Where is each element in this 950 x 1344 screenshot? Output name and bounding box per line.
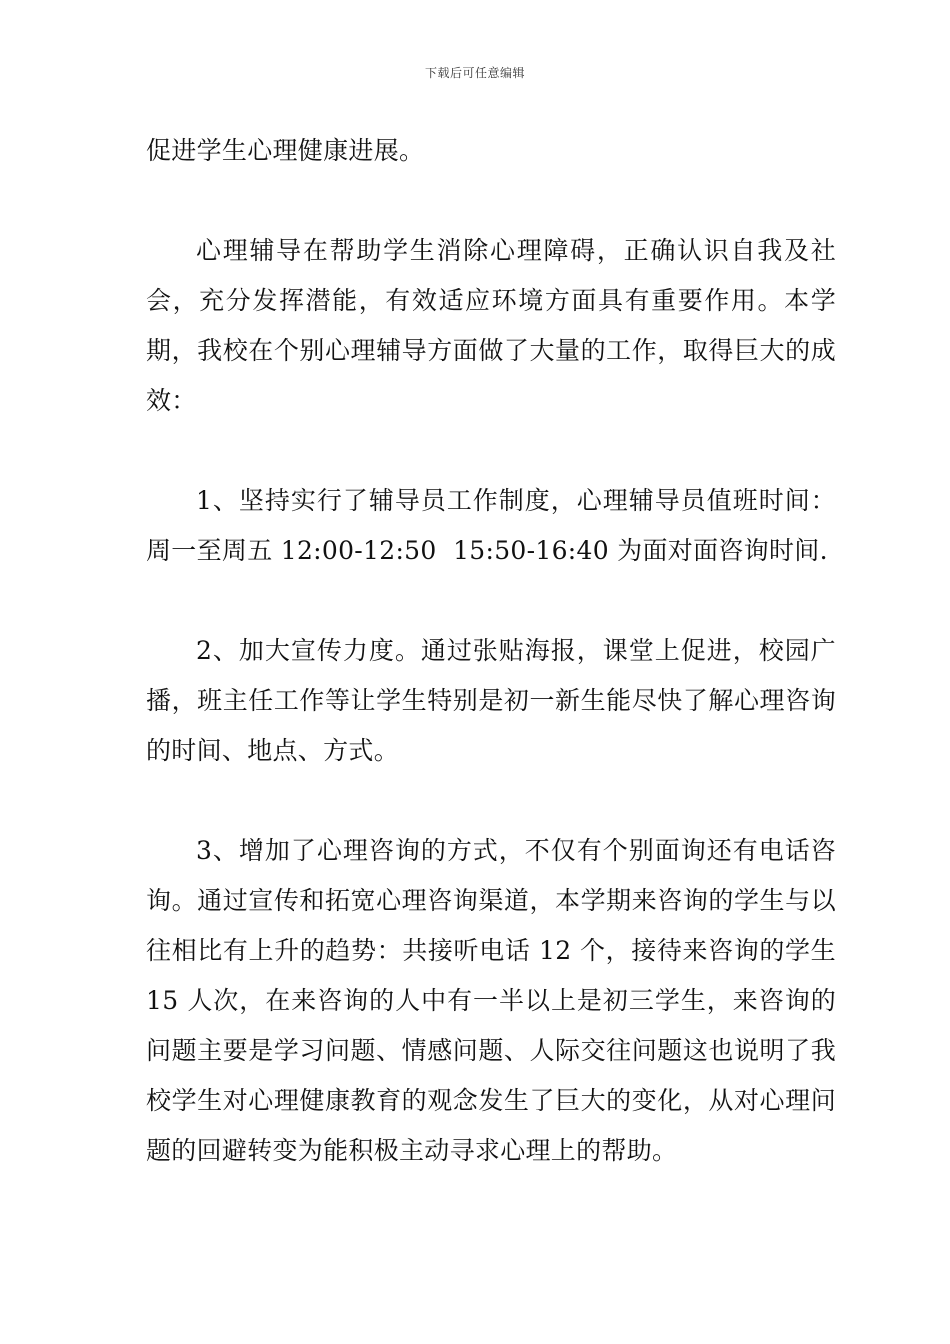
- header-note: 下载后可任意编辑: [424, 66, 525, 80]
- document-body: [146, 126, 845, 1176]
- paragraph-item-2: 2、加大宣传力度。通过张贴海报，课堂上促进，校园广播，班主任工作等让学生特别是初一新生能尽快了解心理咨询的时间、地点、方式。: [146, 636, 836, 765]
- paragraph-gap: [146, 176, 836, 226]
- paragraph-gap: [146, 776, 836, 826]
- paragraph-gap: [146, 426, 836, 476]
- paragraph-item-1: 1、坚持实行了辅导员工作制度，心理辅导员值班时间：周一至周五 12:00-12:50 15:50-16:40 为面对面咨询时间.: [146, 486, 836, 565]
- paragraph-item-3: 3、增加了心理咨询的方式，不仅有个别面询还有电话咨询。通过宣传和拓宽心理咨询渠道，本学期来咨询的学生与以往相比有上升的趋势：共接听电话 12 个，接待来咨询的学生 15 人次，在来咨询的人中有一半以上是初三学生，来咨询的问题主要是学习问题、情感问题、人际交往问题这也说明了我校学生对心理健康教育的观念发生了巨大的变化，从对心理问题的回避转变为能积极主动寻求心理上的帮助。: [146, 836, 845, 1165]
- paragraph-intro: 心理辅导在帮助学生消除心理障碍，正确认识自我及社会，充分发挥潜能，有效适应环境方面具有重要作用。本学期，我校在个别心理辅导方面做了大量的工作，取得巨大的成效：: [146, 236, 836, 415]
- paragraph-gap: [146, 576, 836, 626]
- paragraph-continuation: 促进学生心理健康进展。: [146, 136, 425, 165]
